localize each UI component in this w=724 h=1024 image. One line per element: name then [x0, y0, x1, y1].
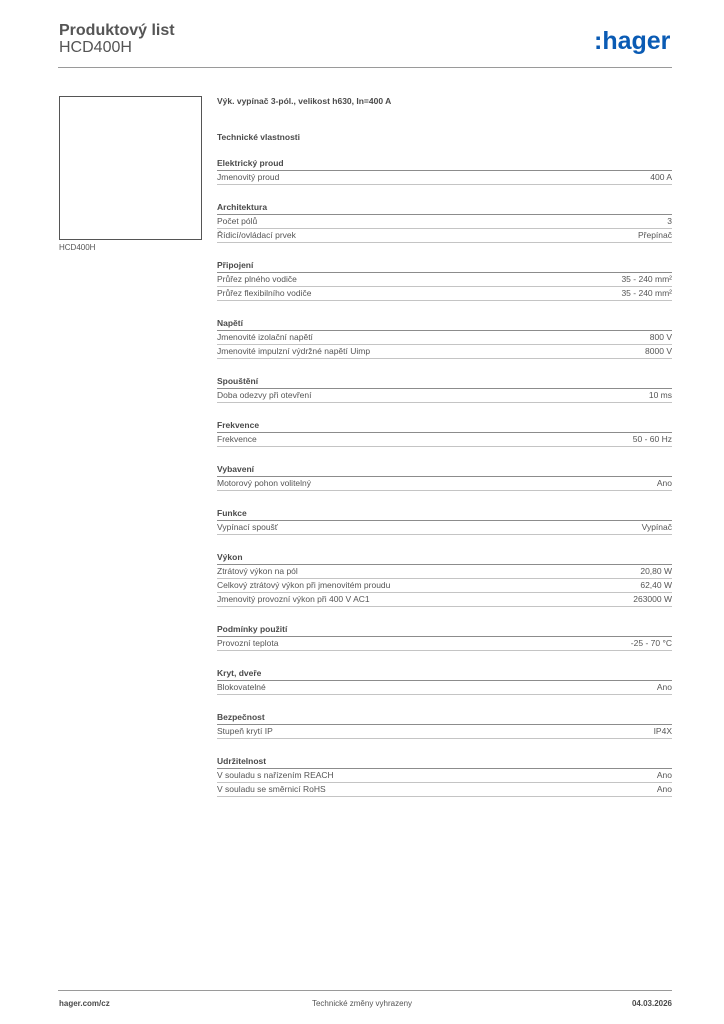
spec-label: Jmenovité izolační napětí	[217, 332, 313, 342]
section-title: Funkce	[217, 508, 672, 521]
spec-row	[217, 273, 672, 287]
spec-label: Motorový pohon volitelný	[217, 478, 312, 488]
spec-value: 35 - 240 mm²	[621, 288, 672, 298]
section-title: Podmínky použití	[217, 624, 672, 637]
spec-label: Vypínací spoušť	[217, 522, 278, 532]
spec-section	[217, 318, 672, 359]
spec-row	[217, 565, 672, 579]
spec-value: 400 A	[650, 172, 672, 182]
section-title: Napětí	[217, 318, 672, 331]
spec-section	[217, 552, 672, 607]
spec-row	[217, 593, 672, 607]
spec-row	[217, 229, 672, 243]
spec-label: Doba odezvy při otevření	[217, 390, 312, 400]
spec-value: Vypínač	[641, 522, 672, 532]
spec-section	[217, 508, 672, 535]
spec-value: IP4X	[653, 726, 672, 736]
product-image-placeholder	[59, 96, 202, 240]
spec-row	[217, 331, 672, 345]
spec-row	[217, 433, 672, 447]
section-title: Vybavení	[217, 464, 672, 477]
spec-label: Jmenovitý provozní výkon při 400 V AC1	[217, 594, 370, 604]
spec-section	[217, 158, 672, 185]
image-caption: HCD400H	[59, 243, 96, 252]
spec-label: Průřez plného vodiče	[217, 274, 297, 284]
spec-label: Provozní teplota	[217, 638, 279, 648]
spec-row	[217, 769, 672, 783]
footer-website: hager.com/cz	[59, 999, 110, 1008]
spec-value: 20,80 W	[640, 566, 672, 576]
spec-value: Přepínač	[637, 230, 672, 240]
section-title: Výkon	[217, 552, 672, 565]
spec-value: -25 - 70 °C	[630, 638, 672, 648]
spec-label: Počet pólů	[217, 216, 258, 226]
spec-row	[217, 477, 672, 491]
spec-value: Ano	[656, 682, 672, 692]
spec-label: Jmenovité impulzní výdržné napětí Uimp	[217, 346, 371, 356]
section-title: Připojení	[217, 260, 672, 273]
spec-row	[217, 579, 672, 593]
spec-value: 3	[667, 216, 672, 226]
spec-content	[217, 96, 672, 814]
section-title: Spouštění	[217, 376, 672, 389]
spec-row	[217, 287, 672, 301]
footer-date: 04.03.2026	[631, 999, 672, 1008]
section-title: Architektura	[217, 202, 672, 215]
spec-value: 8000 V	[645, 346, 672, 356]
header-divider	[58, 67, 672, 68]
product-description: Výk. vypínač 3-pól., velikost h630, In=400 A	[217, 96, 392, 106]
spec-row	[217, 783, 672, 797]
section-title: Kryt, dveře	[217, 668, 672, 681]
spec-row	[217, 345, 672, 359]
spec-label: Stupeň krytí IP	[217, 726, 273, 736]
spec-row	[217, 171, 672, 185]
spec-section	[217, 420, 672, 447]
spec-value: Ano	[656, 478, 672, 488]
spec-sections	[217, 158, 672, 797]
spec-row	[217, 521, 672, 535]
spec-row	[217, 215, 672, 229]
spec-label: V souladu se směrnicí RoHS	[217, 784, 326, 794]
section-title: Udržitelnost	[217, 756, 672, 769]
spec-row	[217, 725, 672, 739]
spec-row	[217, 389, 672, 403]
spec-value: Ano	[656, 770, 672, 780]
spec-label: Průřez flexibilního vodiče	[217, 288, 312, 298]
spec-label: Celkový ztrátový výkon při jmenovitém proudu	[217, 580, 391, 590]
spec-label: Jmenovitý proud	[217, 172, 280, 182]
spec-value: 50 - 60 Hz	[632, 434, 672, 444]
spec-value: 263000 W	[633, 594, 672, 604]
tech-heading: Technické vlastnosti	[217, 132, 300, 142]
section-title: Bezpečnost	[217, 712, 672, 725]
spec-label: Ztrátový výkon na pól	[217, 566, 298, 576]
spec-section	[217, 756, 672, 797]
spec-row	[217, 637, 672, 651]
spec-row	[217, 681, 672, 695]
spec-section	[217, 712, 672, 739]
spec-section	[217, 202, 672, 243]
footer-notice: Technické změny vyhrazeny	[311, 999, 413, 1008]
logo-text: :hager	[594, 27, 671, 55]
spec-value: 62,40 W	[640, 580, 672, 590]
spec-label: Frekvence	[217, 434, 257, 444]
page-title: Produktový list	[59, 22, 175, 39]
section-title: Elektrický proud	[217, 158, 672, 171]
spec-label: V souladu s nařízením REACH	[217, 770, 334, 780]
spec-label: Řídicí/ovládací prvek	[217, 230, 296, 240]
spec-section	[217, 668, 672, 695]
spec-value: Ano	[656, 784, 672, 794]
spec-value: 35 - 240 mm²	[621, 274, 672, 284]
section-title: Frekvence	[217, 420, 672, 433]
spec-section	[217, 260, 672, 301]
spec-section	[217, 624, 672, 651]
spec-label: Blokovatelné	[217, 682, 266, 692]
hager-logo	[594, 26, 680, 58]
product-code: HCD400H	[59, 39, 132, 56]
spec-section	[217, 376, 672, 403]
spec-value: 10 ms	[648, 390, 672, 400]
spec-value: 800 V	[649, 332, 672, 342]
spec-section	[217, 464, 672, 491]
footer-divider	[58, 990, 672, 991]
